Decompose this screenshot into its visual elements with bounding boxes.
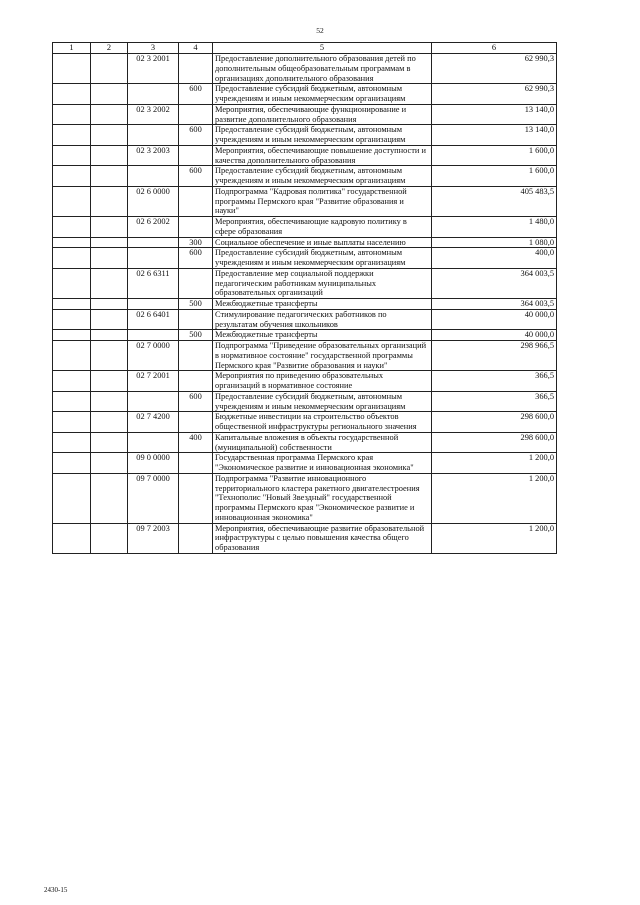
expense-type-cell: 400 [179,432,213,453]
expense-type-cell [179,217,213,238]
column-2-cell [91,432,128,453]
target-code-cell [128,84,179,105]
amount-cell: 298 600,0 [432,412,557,433]
target-code-cell: 09 7 2003 [128,523,179,553]
expense-type-cell [179,341,213,371]
table-row [53,166,557,187]
item-name-cell: Государственная программа Пермского края "Экономическое развитие и инновационная экономика" [213,453,432,474]
amount-cell: 62 990,3 [432,54,557,84]
column-1-cell [53,371,91,392]
target-code-cell: 02 6 6401 [128,309,179,330]
expense-type-cell [179,473,213,523]
column-2-cell [91,54,128,84]
item-name-cell: Предоставление мер социальной поддержки педагогическим работникам муниципальных образовательных организаций [213,268,432,298]
column-1-cell [53,145,91,166]
expense-type-cell: 600 [179,125,213,146]
item-name-cell: Мероприятия по приведению образовательных организаций в нормативное состояние [213,371,432,392]
target-code-cell: 02 7 0000 [128,341,179,371]
expense-type-cell: 600 [179,84,213,105]
column-header: 5 [213,43,432,54]
item-name-cell: Предоставление субсидий бюджетным, автономным учреждениям и иным некоммерческим организациям [213,166,432,187]
amount-cell: 1 600,0 [432,145,557,166]
expense-type-cell [179,453,213,474]
column-header: 2 [91,43,128,54]
column-2-cell [91,330,128,341]
table-row [53,412,557,433]
expense-type-cell [179,145,213,166]
table-row [53,309,557,330]
table-row [53,186,557,216]
column-2-cell [91,309,128,330]
amount-cell: 13 140,0 [432,125,557,146]
column-1-cell [53,341,91,371]
column-2-cell [91,248,128,269]
expense-type-cell: 600 [179,248,213,269]
table-row [53,371,557,392]
column-1-cell [53,523,91,553]
expense-type-cell: 600 [179,166,213,187]
target-code-cell: 02 7 4200 [128,412,179,433]
column-1-cell [53,432,91,453]
table-row [53,84,557,105]
budget-table [52,42,557,554]
table-body [53,54,557,554]
target-code-cell [128,166,179,187]
target-code-cell: 02 7 2001 [128,371,179,392]
column-1-cell [53,391,91,412]
item-name-cell: Предоставление субсидий бюджетным, автономным учреждениям и иным некоммерческим организациям [213,391,432,412]
expense-type-cell: 500 [179,299,213,310]
table-row [53,453,557,474]
column-1-cell [53,104,91,125]
column-1-cell [53,299,91,310]
item-name-cell: Мероприятия, обеспечивающие кадровую политику в сфере образования [213,217,432,238]
table-row [53,145,557,166]
column-header: 6 [432,43,557,54]
column-2-cell [91,84,128,105]
column-2-cell [91,186,128,216]
table-row [53,523,557,553]
amount-cell: 366,5 [432,391,557,412]
expense-type-cell [179,412,213,433]
target-code-cell [128,248,179,269]
target-code-cell: 09 0 0000 [128,453,179,474]
item-name-cell: Подпрограмма "Развитие инновационного территориального кластера ракетного двигателестроения "Технополис "Новый Звездный" государственной программы Пермского края "Экономическое развитие и инновационная экономика" [213,473,432,523]
column-2-cell [91,166,128,187]
table-row [53,268,557,298]
expense-type-cell: 600 [179,391,213,412]
item-name-cell: Предоставление субсидий бюджетным, автономным учреждениям и иным некоммерческим организациям [213,125,432,146]
column-1-cell [53,330,91,341]
table-row [53,237,557,248]
target-code-cell: 02 3 2002 [128,104,179,125]
column-1-cell [53,453,91,474]
amount-cell: 405 483,5 [432,186,557,216]
target-code-cell [128,391,179,412]
target-code-cell [128,237,179,248]
amount-cell: 13 140,0 [432,104,557,125]
column-1-cell [53,84,91,105]
item-name-cell: Мероприятия, обеспечивающие функционирование и развитие дополнительного образования [213,104,432,125]
table-row [53,391,557,412]
amount-cell: 62 990,3 [432,84,557,105]
column-1-cell [53,309,91,330]
table-row [53,330,557,341]
header-row [53,43,557,54]
column-2-cell [91,217,128,238]
column-1-cell [53,186,91,216]
table-row [53,248,557,269]
amount-cell: 298 600,0 [432,432,557,453]
target-code-cell [128,330,179,341]
amount-cell: 1 080,0 [432,237,557,248]
item-name-cell: Предоставление дополнительного образования детей по дополнительным общеобразовательным программам в организациях дополнительного образования [213,54,432,84]
column-2-cell [91,391,128,412]
footer-code: 2430-15 [44,886,68,894]
expense-type-cell [179,523,213,553]
expense-type-cell [179,186,213,216]
target-code-cell: 02 6 0000 [128,186,179,216]
table-row [53,104,557,125]
column-2-cell [91,237,128,248]
item-name-cell: Мероприятия, обеспечивающие повышение доступности и качества дополнительного образования [213,145,432,166]
target-code-cell: 02 6 2002 [128,217,179,238]
table-row [53,341,557,371]
column-header: 1 [53,43,91,54]
column-2-cell [91,371,128,392]
expense-type-cell [179,54,213,84]
table-row [53,299,557,310]
amount-cell: 364 003,5 [432,268,557,298]
expense-type-cell: 300 [179,237,213,248]
amount-cell: 364 003,5 [432,299,557,310]
target-code-cell: 02 6 6311 [128,268,179,298]
column-header: 4 [179,43,213,54]
amount-cell: 1 200,0 [432,453,557,474]
column-1-cell [53,268,91,298]
column-2-cell [91,125,128,146]
table-row [53,432,557,453]
amount-cell: 366,5 [432,371,557,392]
expense-type-cell: 500 [179,330,213,341]
column-2-cell [91,145,128,166]
item-name-cell: Мероприятия, обеспечивающие развитие образовательной инфраструктуры с целью повышения качества общего образования [213,523,432,553]
column-2-cell [91,412,128,433]
column-1-cell [53,473,91,523]
expense-type-cell [179,104,213,125]
table-row [53,217,557,238]
column-1-cell [53,217,91,238]
item-name-cell: Капитальные вложения в объекты государственной (муниципальной) собственности [213,432,432,453]
item-name-cell: Бюджетные инвестиции на строительство объектов общественной инфраструктуры регионального значения [213,412,432,433]
target-code-cell [128,125,179,146]
amount-cell: 298 966,5 [432,341,557,371]
column-1-cell [53,237,91,248]
expense-type-cell [179,371,213,392]
column-2-cell [91,341,128,371]
item-name-cell: Межбюджетные трансферты [213,330,432,341]
amount-cell: 1 480,0 [432,217,557,238]
target-code-cell: 09 7 0000 [128,473,179,523]
target-code-cell: 02 3 2001 [128,54,179,84]
item-name-cell: Подпрограмма "Приведение образовательных организаций в нормативное состояние" государственной программы Пермского края "Развитие образования и науки" [213,341,432,371]
column-1-cell [53,125,91,146]
amount-cell: 40 000,0 [432,330,557,341]
amount-cell: 400,0 [432,248,557,269]
amount-cell: 1 200,0 [432,473,557,523]
page-number: 52 [316,26,324,35]
amount-cell: 40 000,0 [432,309,557,330]
table-row [53,473,557,523]
item-name-cell: Подпрограмма "Кадровая политика" государственной программы Пермского края "Развитие образования и науки" [213,186,432,216]
item-name-cell: Стимулирование педагогических работников по результатам обучения школьников [213,309,432,330]
column-1-cell [53,248,91,269]
amount-cell: 1 200,0 [432,523,557,553]
column-header: 3 [128,43,179,54]
column-2-cell [91,104,128,125]
target-code-cell [128,432,179,453]
table-row [53,125,557,146]
target-code-cell: 02 3 2003 [128,145,179,166]
item-name-cell: Предоставление субсидий бюджетным, автономным учреждениям и иным некоммерческим организациям [213,84,432,105]
expense-type-cell [179,309,213,330]
column-2-cell [91,268,128,298]
column-1-cell [53,54,91,84]
column-2-cell [91,523,128,553]
table-row [53,54,557,84]
item-name-cell: Предоставление субсидий бюджетным, автономным учреждениям и иным некоммерческим организациям [213,248,432,269]
column-2-cell [91,473,128,523]
target-code-cell [128,299,179,310]
item-name-cell: Межбюджетные трансферты [213,299,432,310]
expense-type-cell [179,268,213,298]
item-name-cell: Социальное обеспечение и иные выплаты населению [213,237,432,248]
column-2-cell [91,299,128,310]
column-1-cell [53,412,91,433]
amount-cell: 1 600,0 [432,166,557,187]
column-2-cell [91,453,128,474]
column-1-cell [53,166,91,187]
